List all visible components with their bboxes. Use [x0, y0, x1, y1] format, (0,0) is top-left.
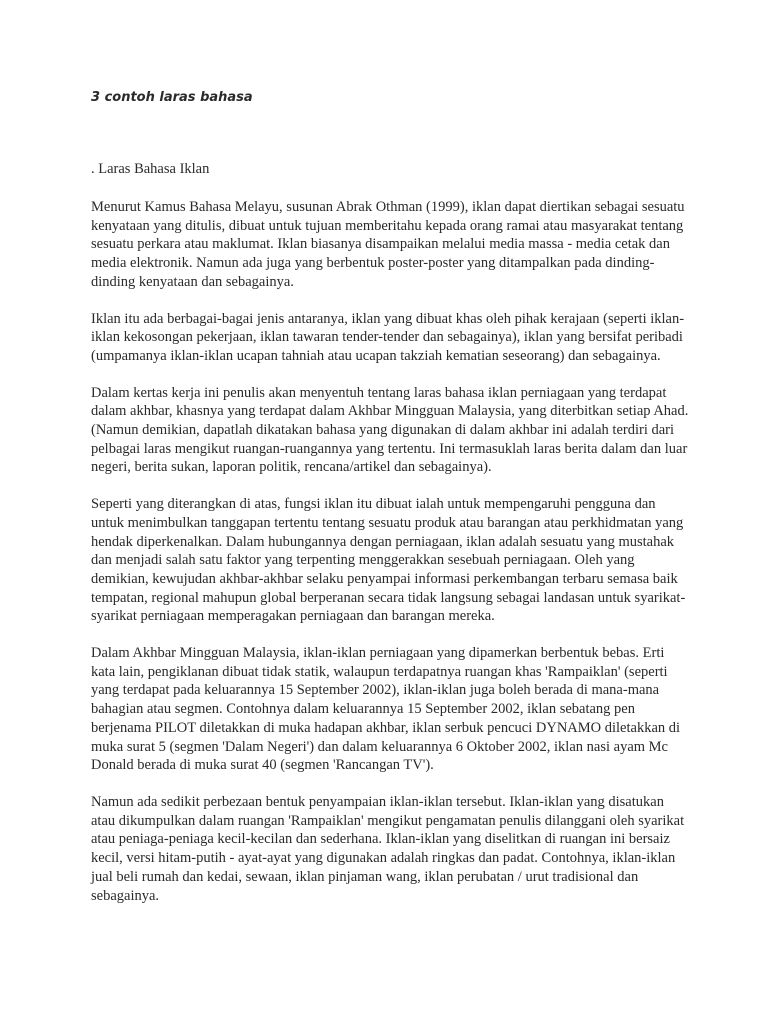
paragraph-1: Menurut Kamus Bahasa Melayu, susunan Abrak Othman (1999), iklan dapat diertikan sebagai sesuatu kenyataan yang ditulis, dibuat untuk tujuan memberitahu kepada orang ramai atau masyarakat tentang sesuatu perkara atau maklumat. Iklan biasanya disampaikan melalui media massa - media cetak dan media elektronik. Namun ada juga yang berbentuk poster-poster yang ditampalkan pada dinding-dinding kenyataan dan sebagainya.	[91, 199, 685, 290]
paragraph-6: Namun ada sedikit perbezaan bentuk penyampaian iklan-iklan tersebut. Iklan-iklan yang disatukan atau dikumpulkan dalam ruangan 'Rampaiklan' mengikut pengamatan penulis dilanggani oleh syarikat atau peniaga-peniaga kecil-kecilan dan sederhana. Iklan-iklan yang diselitkan di ruangan ini bersaiz kecil, versi hitam-putih - ayat-ayat yang digunakan adalah ringkas dan padat. Contohnya, iklan-iklan jual beli rumah dan kedai, sewaan, iklan pinjaman wang, iklan perubatan / urut tradisional dan sebagainya.	[91, 793, 685, 904]
document-page	[91, 88, 691, 923]
paragraph-2: Iklan itu ada berbagai-bagai jenis antaranya, iklan yang dibuat khas oleh pihak kerajaan (seperti iklan-iklan kekosongan pekerjaan, iklan tawaran tender-tender dan sebagainya), iklan yang bersifat peribadi (umpamanya iklan-iklan ucapan tahniah atau ucapan takziah kematian seseorang) dan sebagainya.	[91, 310, 685, 364]
paragraph-4: Seperti yang diterangkan di atas, fungsi iklan itu dibuat ialah untuk mempengaruhi pengguna dan untuk menimbulkan tanggapan tertentu tentang sesuatu produk atau barangan atau perkhidmatan yang hendak diperkenalkan. Dalam hubungannya dengan perniagaan, iklan adalah sesuatu yang mustahak dan menjadi salah satu faktor yang terpenting menggerakkan sesebuah perniagaan. Oleh yang demikian, kewujudan akhbar-akhbar selaku penyampai informasi perkembangan terbaru semasa baik tempatan, regional mahupun global berperanan secara tidak langsung sebagai landasan untuk syarikat-syarikat perniagaan memperagakan perniagaan dan barangan mereka.	[91, 496, 686, 625]
paragraph-3: Dalam kertas kerja ini penulis akan menyentuh tentang laras bahasa iklan perniagaan yang terdapat dalam akhbar, khasnya yang terdapat dalam Akhbar Mingguan Malaysia, yang diterbitkan setiap Ahad. (Namun demikian, dapatlah dikatakan bahasa yang digunakan di dalam akhbar ini adalah terdiri dari pelbagai laras mengikut ruangan-ruangannya yang tertentu. Ini termasuklah laras berita dalam dan luar negeri, berita sukan, laporan politik, rencana/artikel dan sebagainya).	[91, 384, 689, 476]
paragraph-5: Dalam Akhbar Mingguan Malaysia, iklan-iklan perniagaan yang dipamerkan berbentuk bebas. Erti kata lain, pengiklanan dibuat tidak statik, walaupun terdapatnya ruangan khas 'Rampaiklan' (seperti yang terdapat pada keluarannya 15 September 2002), iklan-iklan juga boleh berada di mana-mana bahagian atau segmen. Contohnya dalam keluarannya 15 September 2002, iklan sebatang pen berjenama PILOT diletakkan di muka hadapan akhbar, iklan serbuk pencuci DYNAMO diletakkan di muka surat 5 (segmen 'Dalam Negeri') dan dalam keluarannya 6 Oktober 2002, iklan nasi ayam Mc Donald berada di muka surat 40 (segmen 'Rancangan TV').	[91, 645, 681, 774]
section-heading: . Laras Bahasa Iklan	[91, 161, 210, 177]
document-title: 3 contoh laras bahasa	[91, 90, 253, 105]
